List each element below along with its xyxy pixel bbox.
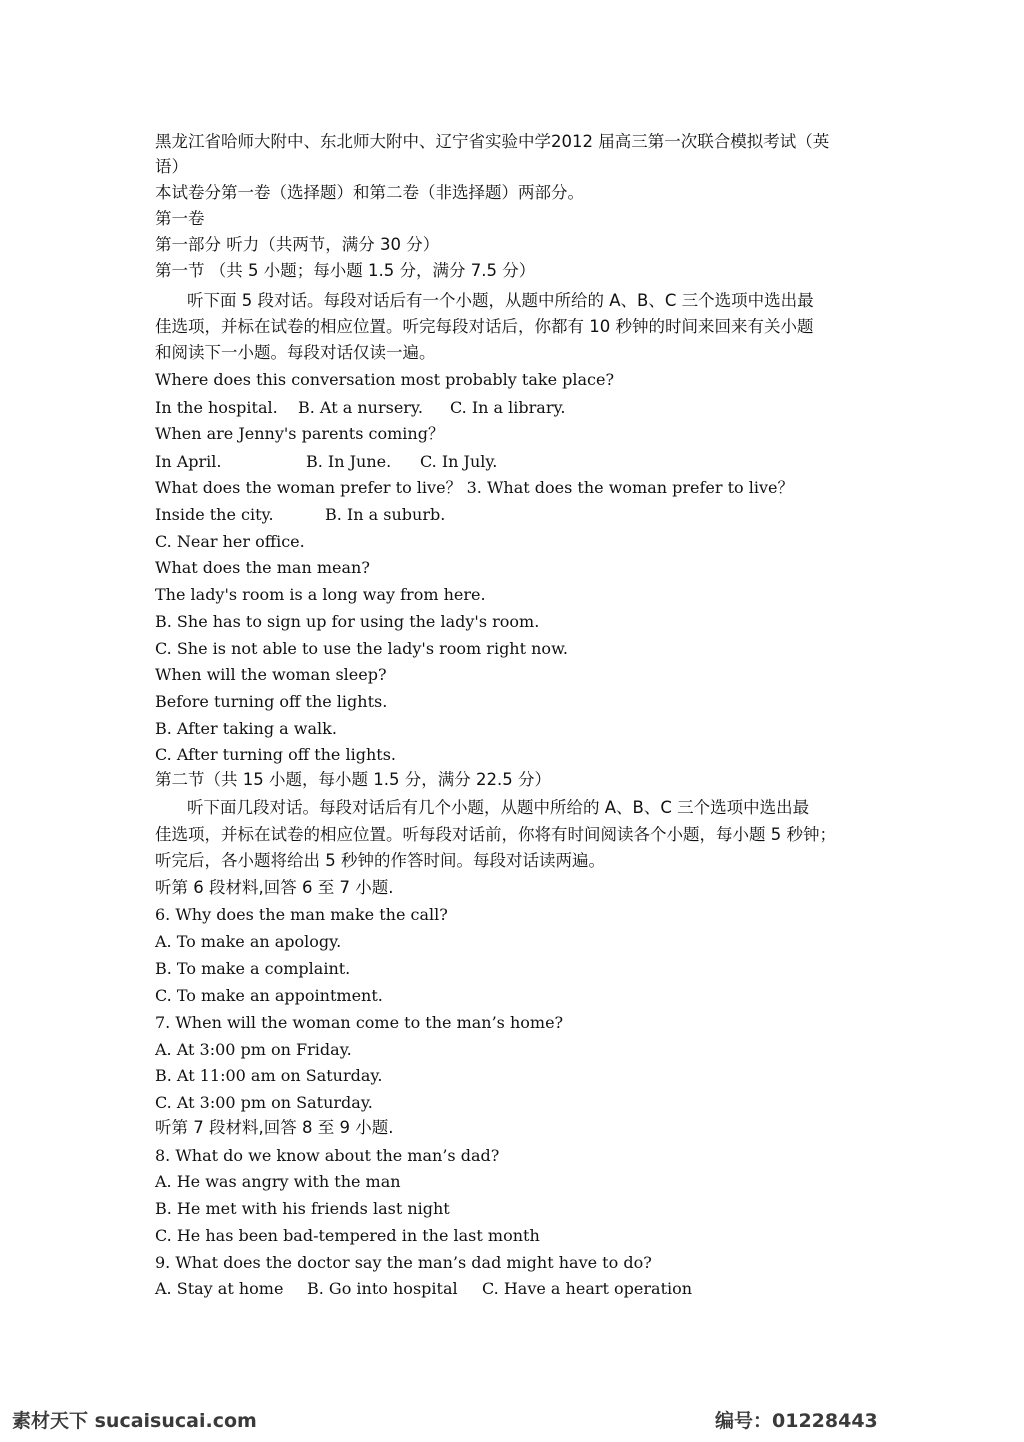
question-2-options [155, 452, 497, 472]
option: A. Stay at home [155, 1279, 284, 1298]
option: B. She has to sign up for using the lady's room. [155, 612, 540, 631]
option: A. He was angry with the man [155, 1172, 401, 1191]
section2-instruction: 听下面几段对话。每段对话后有几个小题，从题中所给的 A、B、C 三个选项中选出最 [187, 798, 810, 817]
section2-instruction: 佳选项，并标在试卷的相应位置。听每段对话前，你将有时间阅读各个小题，每小题 5 秒钟； [155, 825, 836, 844]
question-3-option-c: C. Near her office. [155, 532, 305, 551]
question-6: 6. Why does the man make the call? [155, 905, 448, 924]
option: In April. [155, 452, 222, 471]
title-line-1: 黑龙江省哈师大附中、东北师大附中、辽宁省实验中学2012 届高三第一次联合模拟考试（英 [155, 132, 830, 151]
part-heading: 第一部分 听力（共两节，满分 30 分） [155, 235, 440, 254]
section1-instruction: 听下面 5 段对话。每段对话后有一个小题，从题中所给的 A、B、C 三个选项中选出最 [187, 291, 814, 310]
question-9-options [155, 1279, 692, 1299]
option: C. To make an appointment. [155, 986, 383, 1005]
option: C. In a library. [450, 398, 566, 417]
volume-heading: 第一卷 [155, 209, 205, 228]
option: C. He has been bad-tempered in the last month [155, 1226, 540, 1245]
watermark-site: 素材天下 sucaisucai.com [12, 1410, 257, 1432]
option: In the hospital. [155, 398, 278, 417]
question-3-options [155, 505, 445, 525]
section1-heading: 第一节 （共 5 小题；每小题 1.5 分，满分 7.5 分） [155, 261, 536, 280]
section1-instruction: 佳选项，并标在试卷的相应位置。听完每段对话后，你都有 10 秒钟的时间来回来有关小题 [155, 317, 814, 336]
question-7: 7. When will the woman come to the man’s home? [155, 1013, 564, 1032]
option: B. Go into hospital [307, 1279, 458, 1298]
option: B. He met with his friends last night [155, 1199, 450, 1218]
option: B. At 11:00 am on Saturday. [155, 1066, 383, 1085]
question-4: What does the man mean? [155, 558, 370, 577]
section2-instruction: 听完后，各小题将给出 5 秒钟的作答时间。每段对话读两遍。 [155, 851, 605, 870]
title-line-2: 语） [155, 157, 188, 176]
section2-heading: 第二节（共 15 小题，每小题 1.5 分，满分 22.5 分） [155, 770, 551, 789]
intro-text: 本试卷分第一卷（选择题）和第二卷（非选择题）两部分。 [155, 183, 584, 202]
material-6-heading: 听第 6 段材料,回答 6 至 7 小题. [155, 878, 394, 897]
section1-instruction: 和阅读下一小题。每段对话仅读一遍。 [155, 343, 436, 362]
option: B. In June. [306, 452, 392, 471]
question-5: When will the woman sleep? [155, 665, 387, 684]
option: C. At 3:00 pm on Saturday. [155, 1093, 373, 1112]
option: B. To make a complaint. [155, 959, 351, 978]
option: C. After turning off the lights. [155, 745, 396, 764]
question-3: What does the woman prefer to live？ 3. What does the woman prefer to live？ [155, 478, 794, 497]
question-1-options [155, 398, 566, 418]
option: A. To make an apology. [155, 932, 342, 951]
option: B. After taking a walk. [155, 719, 337, 738]
option: C. She is not able to use the lady's room right now. [155, 639, 568, 658]
material-7-heading: 听第 7 段材料,回答 8 至 9 小题. [155, 1118, 394, 1137]
option: Before turning off the lights. [155, 692, 388, 711]
option: C. In July. [420, 452, 498, 471]
question-2: When are Jenny's parents coming？ [155, 424, 444, 443]
question-9: 9. What does the doctor say the man’s dad might have to do? [155, 1253, 652, 1272]
option: B. In a suburb. [325, 505, 446, 524]
option: The lady's room is a long way from here. [155, 585, 486, 604]
option: Inside the city. [155, 505, 274, 524]
option: B. At a nursery. [298, 398, 423, 417]
question-8: 8. What do we know about the man’s dad? [155, 1146, 500, 1165]
option: A. At 3:00 pm on Friday. [155, 1040, 352, 1059]
option: C. Have a heart operation [482, 1279, 693, 1298]
question-1: Where does this conversation most probably take place? [155, 370, 615, 389]
watermark-id: 编号：01228443 [715, 1410, 878, 1432]
